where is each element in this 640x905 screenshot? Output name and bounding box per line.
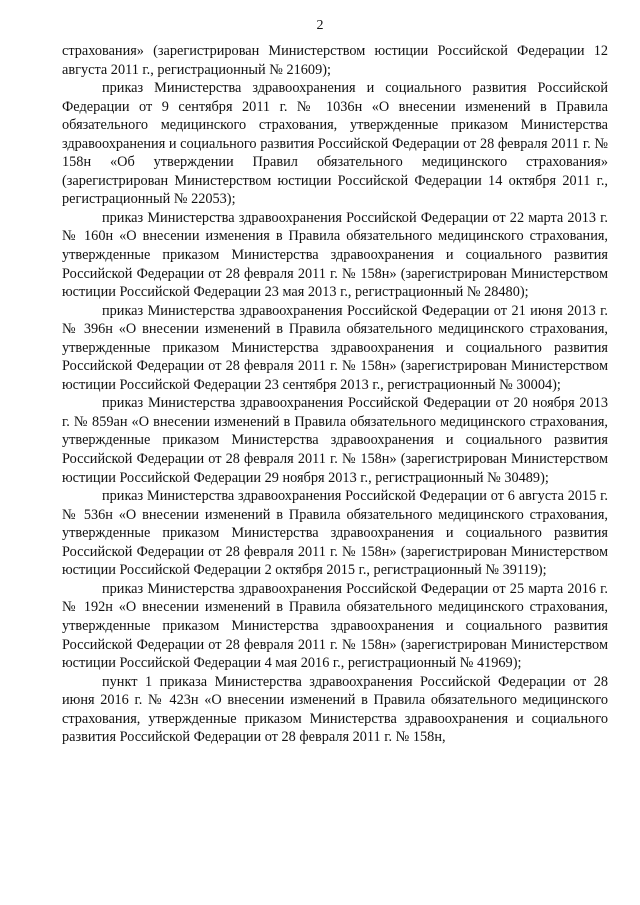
- paragraph-4: приказ Министерства здравоохранения Российской Федерации от 21 июня 2013 г. № 396н «О внесении изменений в Правила обязательного медицинского страхования, утвержденные приказом Министерства здравоохранения и социального развития Российской Федерации от 28 февраля 2011 г. № 158н» (зарегистрирован Министерством юстиции Российской Федерации 23 сентября 2013 г., регистрационный № 30004);: [62, 302, 608, 393]
- paragraph-2: приказ Министерства здравоохранения и социального развития Российской Федерации от 9 сентября 2011 г. № 1036н «О внесении изменений в Правила обязательного медицинского страхования, утвержденные приказом Министерства здравоохранения и социального развития Российской Федерации от 28 февраля 2011 г. № 158н «Об утверждении Правил обязательного медицинского страхования» (зарегистрирован Министерством юстиции Российской Федерации 14 октября 2011 г., регистрационный № 22053);: [62, 80, 608, 208]
- paragraph-8: пункт 1 приказа Министерства здравоохранения Российской Федерации от 28 июня 2016 г. № 423н «О внесении изменений в Правила обязательного медицинского страхования, утвержденные приказом Министерства здравоохранения и социального развития Российской Федерации от 28 февраля 2011 г. № 158н,: [62, 673, 608, 746]
- paragraph-7: приказ Министерства здравоохранения Российской Федерации от 25 марта 2016 г. № 192н «О внесении изменений в Правила обязательного медицинского страхования, утвержденные приказом Министерства здравоохранения и социального развития Российской Федерации от 28 февраля 2011 г. № 158н» (зарегистрирован Министерством юстиции Российской Федерации 4 мая 2016 г., регистрационный № 41969);: [62, 580, 608, 672]
- paragraph-6: приказ Министерства здравоохранения Российской Федерации от 6 августа 2015 г. № 536н «О внесении изменений в Правила обязательного медицинского страхования, утвержденные приказом Министерства здравоохранения и социального развития Российской Федерации от 28 февраля 2011 г. № 158н» (зарегистрирован Министерством юстиции Российской Федерации 2 октября 2015 г., регистрационный № 39119);: [62, 488, 608, 579]
- paragraph-5: приказ Министерства здравоохранения Российской Федерации от 20 ноября 2013 г. № 859ан «О внесении изменений в Правила обязательного медицинского страхования, утвержденные приказом Министерства здравоохранения и социального развития Российской Федерации от 28 февраля 2011 г. № 158н» (зарегистрирован Министерством юстиции Российской Федерации 29 ноября 2013 г., регистрационный № 30489);: [62, 395, 608, 486]
- paragraph-3: приказ Министерства здравоохранения Российской Федерации от 22 марта 2013 г. № 160н «О внесении изменения в Правила обязательного медицинского страхования, утвержденные приказом Министерства здравоохранения и социального развития Российской Федерации от 28 февраля 2011 г. № 158н» (зарегистрирован Министерством юстиции Российской Федерации 23 мая 2013 г., регистрационный № 28480);: [62, 209, 608, 301]
- paragraph-1: страхования» (зарегистрирован Министерством юстиции Российской Федерации 12 августа 2011 г., регистрационный № 21609);: [62, 43, 608, 78]
- page-number: 2: [316, 18, 324, 33]
- document-body: [62, 0, 608, 747]
